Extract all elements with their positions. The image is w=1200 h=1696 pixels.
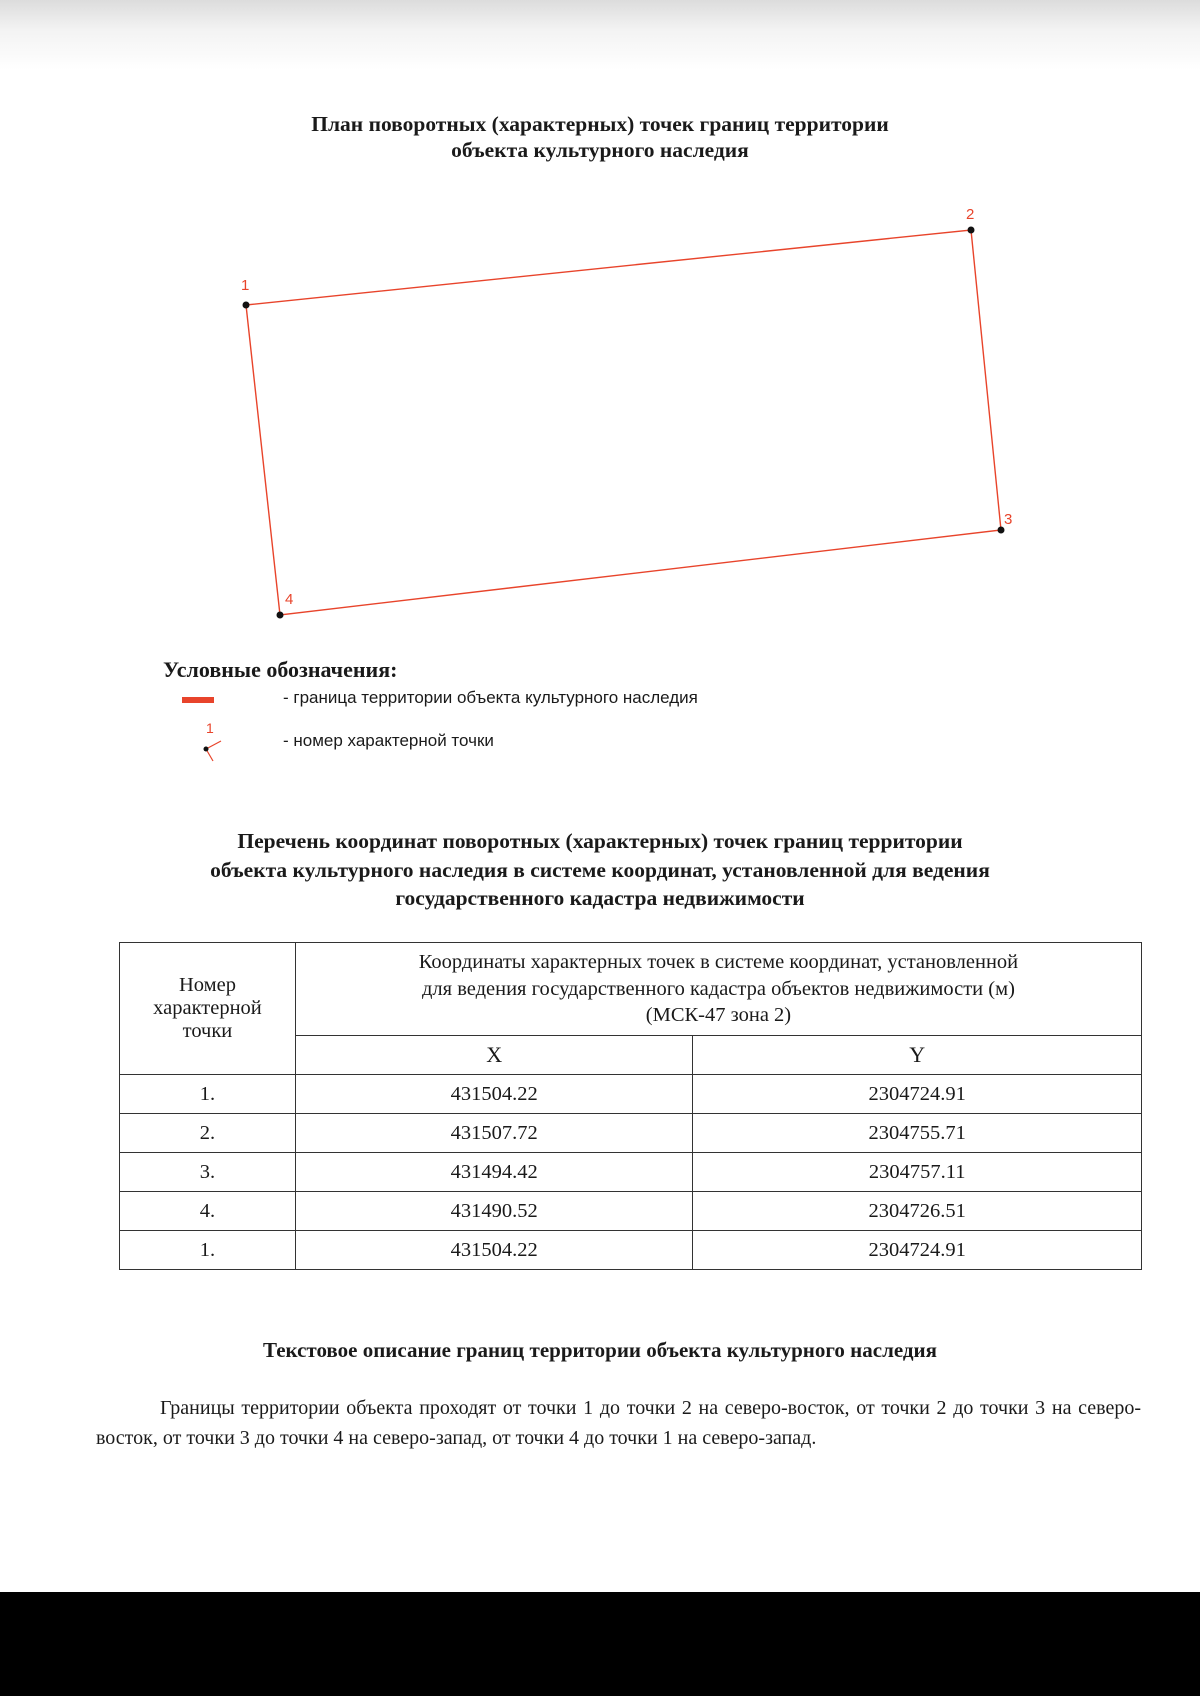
point-4-label: 4 — [285, 591, 294, 608]
coordinates-title — [0, 827, 1200, 913]
row-x: 431507.72 — [295, 1114, 693, 1153]
row-point-number: 4. — [120, 1192, 296, 1231]
row-x: 431504.22 — [295, 1075, 693, 1114]
table-header-row — [120, 943, 1142, 1036]
header-coords-line2: для ведения государственного кадастра объектов недвижимости (м) — [421, 977, 1015, 1000]
point-4-marker — [277, 612, 284, 619]
row-point-number: 3. — [120, 1153, 296, 1192]
row-y: 2304757.11 — [693, 1153, 1142, 1192]
point-2-label: 2 — [966, 206, 975, 223]
header-coords-line1: Координаты характерных точек в системе координат, установленной — [418, 951, 1019, 974]
point-1-marker — [243, 302, 250, 309]
table-row — [120, 1114, 1142, 1153]
table-row — [120, 1231, 1142, 1270]
header-coords-line3: (МСК-47 зона 2) — [645, 1004, 792, 1027]
legend-point-symbol — [196, 719, 236, 763]
row-x: 431490.52 — [295, 1192, 693, 1231]
table-row — [120, 1075, 1142, 1114]
row-x: 431504.22 — [295, 1231, 693, 1270]
row-point-number: 1. — [120, 1231, 296, 1270]
coordinates-table — [119, 942, 1142, 1270]
row-point-number: 1. — [120, 1075, 296, 1114]
plan-title-line2: объекта культурного наследия — [451, 138, 749, 163]
row-point-number: 2. — [120, 1114, 296, 1153]
table-row — [120, 1192, 1142, 1231]
header-coordinates — [295, 943, 1141, 1036]
legend-point-number: 1 — [206, 720, 214, 736]
coordinates-title-line2: объекта культурного наследия в системе координат, установленной для ведения — [210, 857, 990, 882]
scan-top-shading — [0, 0, 1200, 70]
table-row — [120, 1153, 1142, 1192]
row-y: 2304724.91 — [693, 1231, 1142, 1270]
scan-bottom-bar — [0, 1592, 1200, 1696]
plan-title — [0, 111, 1200, 163]
row-y: 2304726.51 — [693, 1192, 1142, 1231]
point-1-label: 1 — [241, 277, 250, 294]
header-y: Y — [693, 1036, 1142, 1075]
description-text: Границы территории объекта проходят от точки 1 до точки 2 на северо-восток, от точки 2 до точки 3 на северо-восток, от точки 3 до точки 4 на северо-запад, от точки 4 до точки 1 на северо-запад. — [96, 1397, 1141, 1449]
boundary-polygon — [246, 230, 1001, 615]
point-2-marker — [968, 227, 975, 234]
description-title: Текстовое описание границ территории объекта культурного наследия — [262, 1338, 938, 1362]
row-y: 2304755.71 — [693, 1114, 1142, 1153]
boundary-plan — [0, 190, 1200, 630]
plan-title-line1: План поворотных (характерных) точек границ территории — [311, 112, 889, 136]
header-point-line2: характерной — [153, 997, 262, 1019]
row-x: 431494.42 — [295, 1153, 693, 1192]
coordinates-title-line1: Перечень координат поворотных (характерных) точек границ территории — [237, 829, 963, 853]
legend-boundary-swatch — [182, 697, 214, 703]
point-3-label: 3 — [1004, 511, 1013, 528]
legend-boundary-text: - граница территории объекта культурного наследия — [283, 688, 698, 707]
row-y: 2304724.91 — [693, 1075, 1142, 1114]
header-point-line1: Номер — [178, 974, 236, 996]
header-point-number — [120, 943, 296, 1075]
coordinates-title-line3: государственного кадастра недвижимости — [395, 886, 805, 911]
legend-point-text: - номер характерной точки — [283, 731, 494, 750]
header-point-line3: точки — [182, 1020, 233, 1042]
header-x: X — [295, 1036, 693, 1075]
legend-title: Условные обозначения: — [163, 657, 398, 682]
